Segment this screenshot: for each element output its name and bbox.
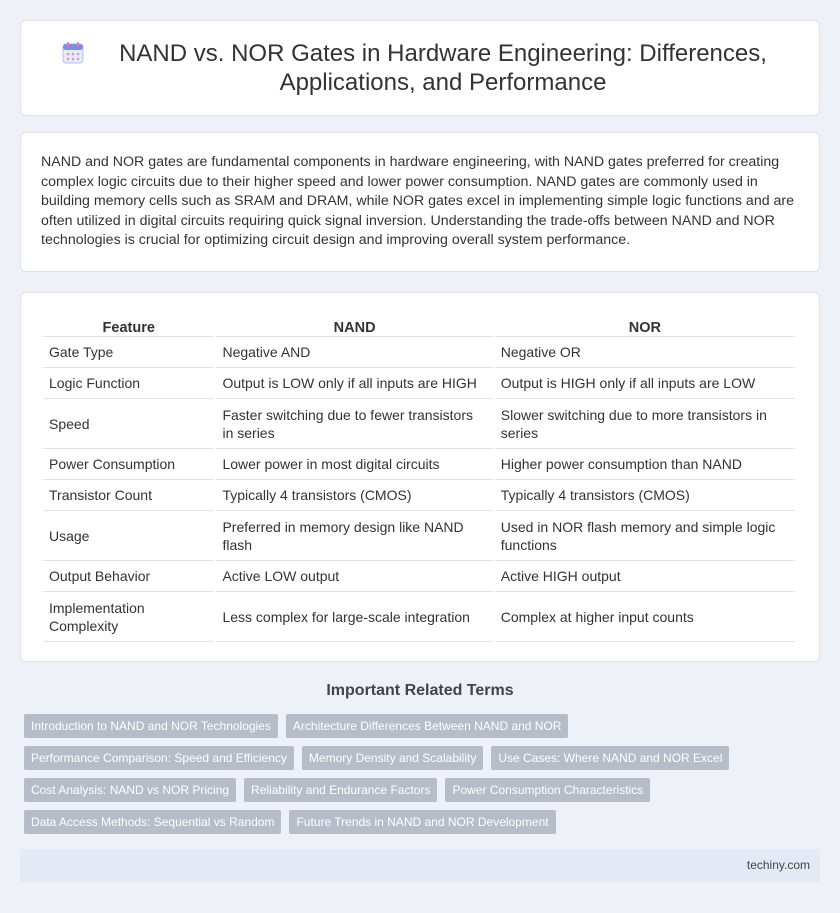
page-title: NAND vs. NOR Gates in Hardware Engineering: Differences, Applications, and Performance xyxy=(119,40,767,96)
related-tag[interactable]: Use Cases: Where NAND and NOR Excel xyxy=(491,746,729,770)
footer-site-link[interactable]: techiny.com xyxy=(746,858,810,872)
related-tag[interactable]: Future Trends in NAND and NOR Development xyxy=(289,810,555,834)
related-tag[interactable]: Power Consumption Characteristics xyxy=(445,778,650,802)
cell-feature: Implementation Complexity xyxy=(43,592,214,642)
cell-nand: Active LOW output xyxy=(216,561,492,592)
related-tag[interactable]: Cost Analysis: NAND vs NOR Pricing xyxy=(24,778,236,802)
table-row xyxy=(43,480,795,511)
cell-nand: Typically 4 transistors (CMOS) xyxy=(216,480,492,511)
cell-nand: Preferred in memory design like NAND flash xyxy=(216,511,492,561)
tag-row xyxy=(24,778,824,802)
header-nand: NAND xyxy=(216,313,492,337)
cell-nand: Less complex for large-scale integration xyxy=(216,592,492,642)
cell-nor: Active HIGH output xyxy=(495,561,795,592)
related-terms-tags xyxy=(24,714,824,842)
cell-nand: Lower power in most digital circuits xyxy=(216,449,492,480)
table-row xyxy=(43,399,795,449)
cell-nor: Slower switching due to more transistors in series xyxy=(495,399,795,449)
cell-feature: Logic Function xyxy=(43,368,214,399)
table-row xyxy=(43,592,795,642)
cell-nand: Faster switching due to fewer transistors in series xyxy=(216,399,492,449)
cell-nand: Negative AND xyxy=(216,337,492,368)
cell-feature: Speed xyxy=(43,399,214,449)
related-tag[interactable]: Introduction to NAND and NOR Technologies xyxy=(24,714,278,738)
cell-nor: Complex at higher input counts xyxy=(495,592,795,642)
tag-row xyxy=(24,746,824,770)
cell-nand: Output is LOW only if all inputs are HIGH xyxy=(216,368,492,399)
title-wrap xyxy=(21,21,819,115)
table-row xyxy=(43,449,795,480)
comparison-card xyxy=(20,292,820,662)
cell-nor: Higher power consumption than NAND xyxy=(495,449,795,480)
tag-row xyxy=(24,810,824,834)
related-tag[interactable]: Data Access Methods: Sequential vs Random xyxy=(24,810,281,834)
cell-feature: Gate Type xyxy=(43,337,214,368)
cell-nor: Used in NOR flash memory and simple logic functions xyxy=(495,511,795,561)
intro-card xyxy=(20,132,820,272)
table-header-row xyxy=(43,313,795,337)
cell-nor: Output is HIGH only if all inputs are LOW xyxy=(495,368,795,399)
cell-feature: Output Behavior xyxy=(43,561,214,592)
related-tag[interactable]: Architecture Differences Between NAND and NOR xyxy=(286,714,569,738)
table-row xyxy=(43,337,795,368)
calendar-icon xyxy=(61,41,85,65)
related-tag[interactable]: Performance Comparison: Speed and Efficiency xyxy=(24,746,294,770)
header-feature: Feature xyxy=(43,313,214,337)
footer xyxy=(20,849,820,882)
header-nor: NOR xyxy=(495,313,795,337)
intro-paragraph: NAND and NOR gates are fundamental components in hardware engineering, with NAND gates preferred for creating complex logic circuits due to their higher speed and lower power consumption. NAND gates are commonly used in building memory cells such as SRAM and DRAM, while NOR gates excel in implementing simple logic functions and are often utilized in digital circuits requiring quick signal inversion. Understanding the trade-offs between NAND and NOR technologies is crucial for optimizing circuit design and improving overall system performance. xyxy=(41,154,795,249)
related-tag[interactable]: Reliability and Endurance Factors xyxy=(244,778,437,802)
cell-feature: Usage xyxy=(43,511,214,561)
cell-nor: Typically 4 transistors (CMOS) xyxy=(495,480,795,511)
table-row xyxy=(43,511,795,561)
comparison-table xyxy=(41,313,797,642)
cell-feature: Power Consumption xyxy=(43,449,214,480)
related-terms-heading: Important Related Terms xyxy=(326,682,514,699)
cell-nor: Negative OR xyxy=(495,337,795,368)
related-tag[interactable]: Memory Density and Scalability xyxy=(302,746,483,770)
cell-feature: Transistor Count xyxy=(43,480,214,511)
tag-row xyxy=(24,714,824,738)
table-row xyxy=(43,561,795,592)
table-row xyxy=(43,368,795,399)
title-card xyxy=(20,20,820,116)
